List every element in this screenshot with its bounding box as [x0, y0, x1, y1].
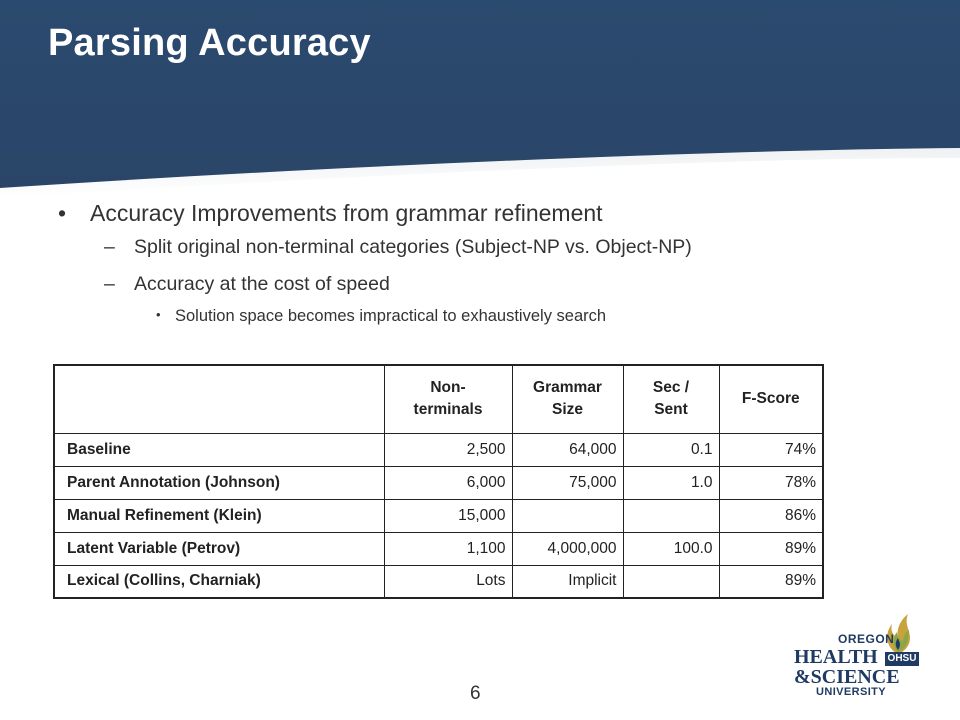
header-cell — [54, 365, 384, 433]
row-label: Lexical (Collins, Charniak) — [54, 565, 384, 598]
row-label: Baseline — [54, 433, 384, 466]
cell-grammar-size: 64,000 — [512, 433, 623, 466]
cell-fscore: 89% — [719, 565, 823, 598]
header-line: Grammar — [533, 379, 602, 397]
bullet-text: Accuracy Improvements from grammar refinement — [90, 200, 603, 226]
cell-grammar-size — [512, 499, 623, 532]
logo-line-oregon: OREGON — [838, 632, 895, 646]
header-line: terminals — [413, 401, 483, 419]
cell-nonterminals: 2,500 — [384, 433, 512, 466]
slide-title: Parsing Accuracy — [48, 22, 371, 64]
cell-nonterminals: Lots — [384, 565, 512, 598]
header-cell — [512, 365, 623, 433]
bullet-text: Solution space becomes impractical to exhaustively search — [175, 307, 607, 325]
cell-sec-sent: 0.1 — [623, 433, 719, 466]
row-label: Parent Annotation (Johnson) — [54, 466, 384, 499]
bullet-level3 — [156, 307, 606, 326]
cell-sec-sent: 1.0 — [623, 466, 719, 499]
cell-grammar-size: Implicit — [512, 565, 623, 598]
logo-line-university: UNIVERSITY — [816, 686, 887, 698]
table-row — [54, 433, 823, 466]
logo-line-health: HEALTH — [794, 646, 878, 668]
bullet-level2 — [104, 273, 390, 296]
cell-grammar-size: 4,000,000 — [512, 532, 623, 565]
row-label: Manual Refinement (Klein) — [54, 499, 384, 532]
cell-nonterminals: 15,000 — [384, 499, 512, 532]
table-row — [54, 532, 823, 565]
bullet-dot-icon: • — [156, 307, 161, 322]
accuracy-table — [53, 364, 824, 599]
cell-sec-sent — [623, 499, 719, 532]
header-cell — [623, 365, 719, 433]
cell-sec-sent: 100.0 — [623, 532, 719, 565]
table-row — [54, 466, 823, 499]
cell-fscore: 74% — [719, 433, 823, 466]
table-header-row — [54, 365, 823, 433]
header-cell: F-Score — [719, 365, 823, 433]
header-line: Sec / — [652, 379, 690, 397]
page-number: 6 — [470, 683, 481, 704]
bullet-dash-icon: – — [104, 236, 115, 258]
logo-line-science: &SCIENCE — [794, 666, 900, 688]
cell-sec-sent — [623, 565, 719, 598]
bullet-dash-icon: – — [104, 273, 115, 295]
cell-grammar-size: 75,000 — [512, 466, 623, 499]
header-line: Sent — [654, 401, 688, 419]
bullet-dot-icon: • — [58, 200, 67, 226]
table-row — [54, 499, 823, 532]
bullet-text: Accuracy at the cost of speed — [134, 273, 390, 295]
header-line: Size — [551, 401, 583, 419]
row-label: Latent Variable (Petrov) — [54, 532, 384, 565]
table-row — [54, 565, 823, 598]
cell-nonterminals: 6,000 — [384, 466, 512, 499]
header-cell — [384, 365, 512, 433]
bullet-level1 — [58, 200, 603, 227]
header-line: Non- — [430, 379, 466, 397]
cell-fscore: 89% — [719, 532, 823, 565]
bullet-text: Split original non-terminal categories (Subject-NP vs. Object-NP) — [134, 236, 692, 258]
cell-nonterminals: 1,100 — [384, 532, 512, 565]
cell-fscore: 86% — [719, 499, 823, 532]
bullet-level2 — [104, 236, 692, 259]
ohsu-badge: OHSU — [885, 652, 919, 666]
cell-fscore: 78% — [719, 466, 823, 499]
ohsu-logo — [794, 612, 920, 702]
